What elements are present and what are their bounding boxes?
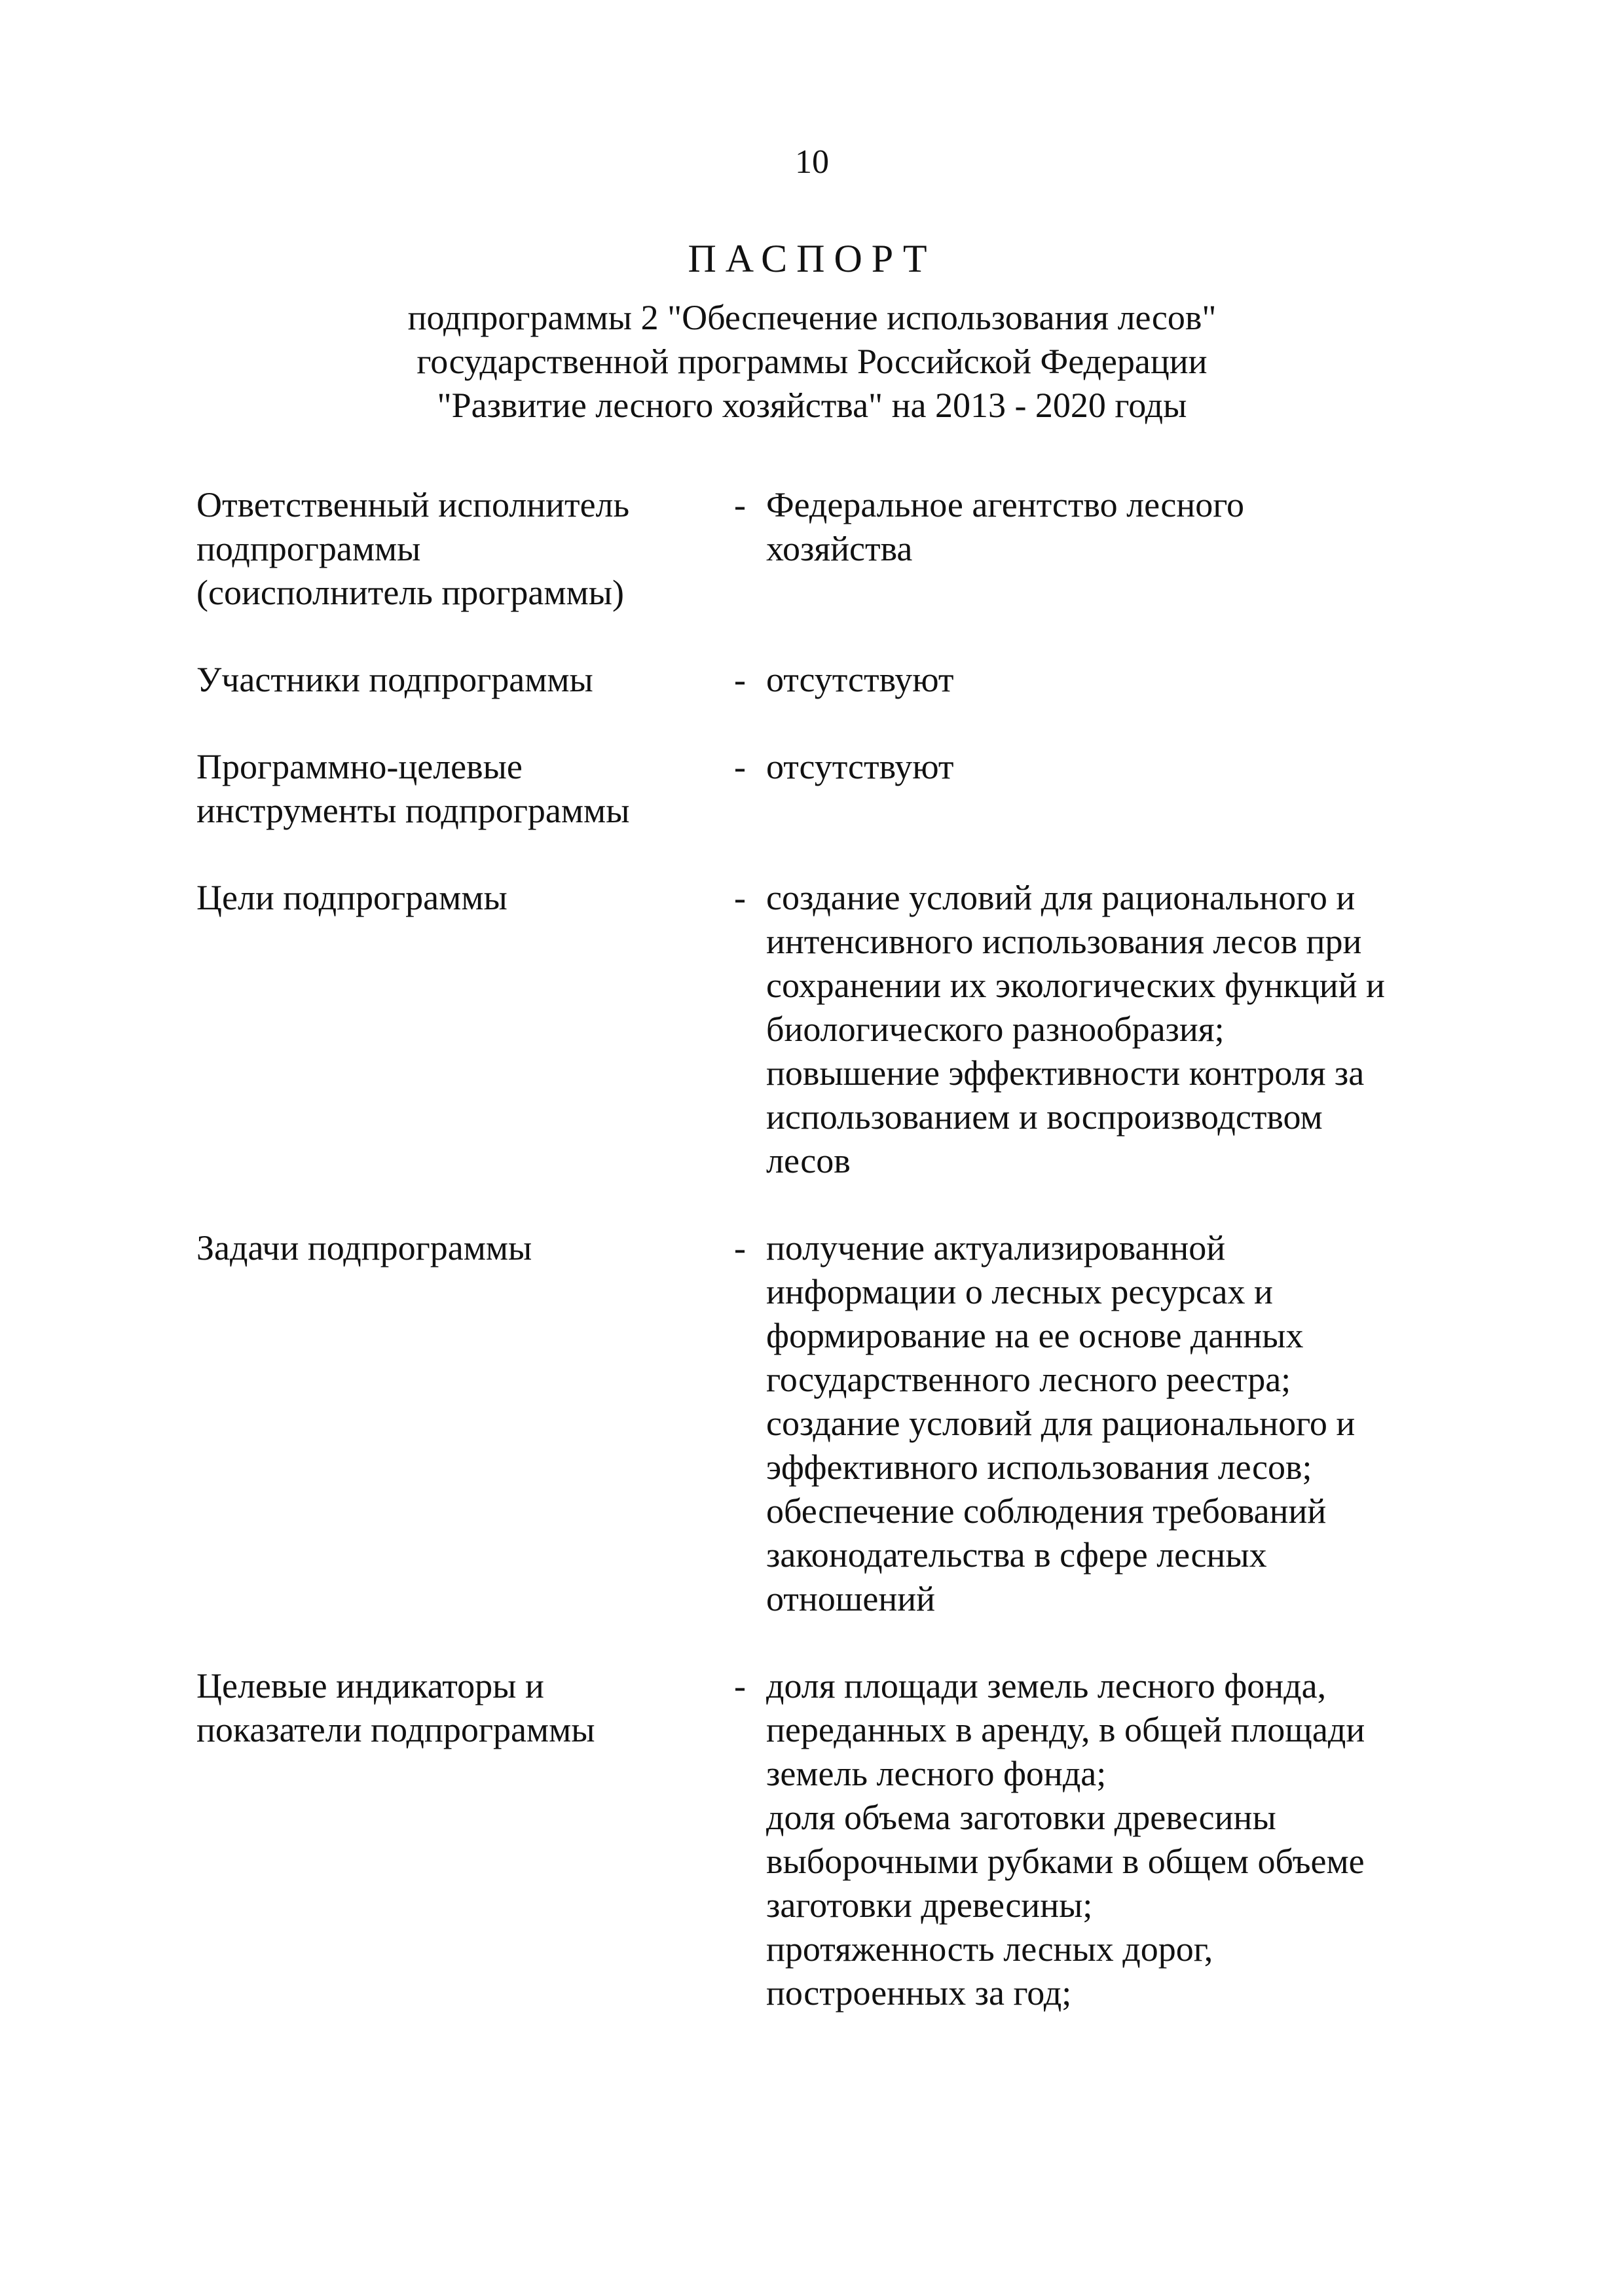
row-value	[760, 745, 1441, 789]
value-line: земель лесного фонда;	[766, 1754, 1107, 1793]
value-line: обеспечение соблюдения требований	[766, 1491, 1327, 1531]
label-line: Задачи подпрограммы	[196, 1228, 532, 1267]
value-line: использованием и воспроизводством	[766, 1097, 1323, 1137]
value-line: отсутствуют	[766, 747, 954, 786]
value-line: построенных за год;	[766, 1973, 1072, 2013]
label-line: (соисполнитель программы)	[196, 573, 625, 612]
value-line: доля площади земель лесного фонда,	[766, 1666, 1327, 1705]
row-value	[760, 1226, 1441, 1621]
value-line: заготовки древесины;	[766, 1886, 1093, 1925]
row-label	[196, 483, 694, 615]
passport-row-responsible-executor	[196, 483, 1441, 615]
row-value	[760, 483, 1441, 571]
row-value	[760, 658, 1441, 702]
document-subtitle	[0, 296, 1624, 428]
value-line: переданных в аренду, в общей площади	[766, 1710, 1365, 1749]
subtitle-line: государственной программы Российской Федерации	[416, 342, 1208, 381]
passport-row-tasks	[196, 1226, 1441, 1621]
row-label	[196, 1226, 694, 1270]
value-line: законодательства в сфере лесных	[766, 1535, 1267, 1575]
value-line: повышение эффективности контроля за	[766, 1053, 1365, 1093]
value-line: эффективного использования лесов;	[766, 1448, 1312, 1487]
value-line: отсутствуют	[766, 660, 954, 699]
value-line: создание условий для рационального и	[766, 878, 1356, 917]
label-line: подпрограммы	[196, 529, 421, 568]
value-line: получение актуализированной	[766, 1228, 1226, 1267]
value-line: доля объема заготовки древесины	[766, 1798, 1276, 1837]
value-line: информации о лесных ресурсах и	[766, 1272, 1273, 1311]
label-line: Программно-целевые	[196, 747, 523, 786]
value-line: протяженность лесных дорог,	[766, 1929, 1213, 1969]
row-dash: -	[734, 660, 746, 699]
label-line: Цели подпрограммы	[196, 878, 507, 917]
value-line: создание условий для рационального и	[766, 1404, 1356, 1443]
row-dash: -	[734, 485, 746, 524]
page-number: 10	[795, 143, 829, 181]
value-line: интенсивного использования лесов при	[766, 922, 1362, 961]
row-dash: -	[734, 1228, 746, 1267]
label-line: инструменты подпрограммы	[196, 791, 630, 830]
value-line: Федеральное агентство лесного	[766, 485, 1245, 524]
row-dash: -	[734, 747, 746, 786]
label-line: Участники подпрограммы	[196, 660, 593, 699]
passport-row-goals	[196, 876, 1441, 1183]
value-line: выборочными рубками в общем объеме	[766, 1842, 1365, 1881]
row-label	[196, 745, 694, 833]
row-label	[196, 876, 694, 920]
document-title: ПАСПОРТ	[688, 237, 936, 280]
row-value	[760, 876, 1441, 1183]
label-line: Целевые индикаторы и	[196, 1666, 544, 1705]
row-dash: -	[734, 878, 746, 917]
row-label	[196, 658, 694, 702]
value-line: государственного лесного реестра;	[766, 1360, 1291, 1399]
label-line: Ответственный исполнитель	[196, 485, 630, 524]
passport-row-indicators	[196, 1664, 1441, 2015]
passport-row-participants	[196, 658, 1441, 702]
row-label	[196, 1664, 694, 1752]
value-line: отношений	[766, 1579, 936, 1618]
value-line: лесов	[766, 1141, 851, 1180]
row-value	[760, 1664, 1441, 2015]
subtitle-line: "Развитие лесного хозяйства" на 2013 - 2020 годы	[437, 386, 1187, 425]
label-line: показатели подпрограммы	[196, 1710, 595, 1749]
value-line: сохранении их экологических функций и	[766, 966, 1385, 1005]
passport-table	[196, 483, 1441, 2015]
passport-row-instruments	[196, 745, 1441, 833]
row-dash: -	[734, 1666, 746, 1705]
value-line: хозяйства	[766, 529, 913, 568]
value-line: формирование на ее основе данных	[766, 1316, 1304, 1355]
value-line: биологического разнообразия;	[766, 1010, 1225, 1049]
subtitle-line: подпрограммы 2 "Обеспечение использования лесов"	[407, 298, 1217, 337]
